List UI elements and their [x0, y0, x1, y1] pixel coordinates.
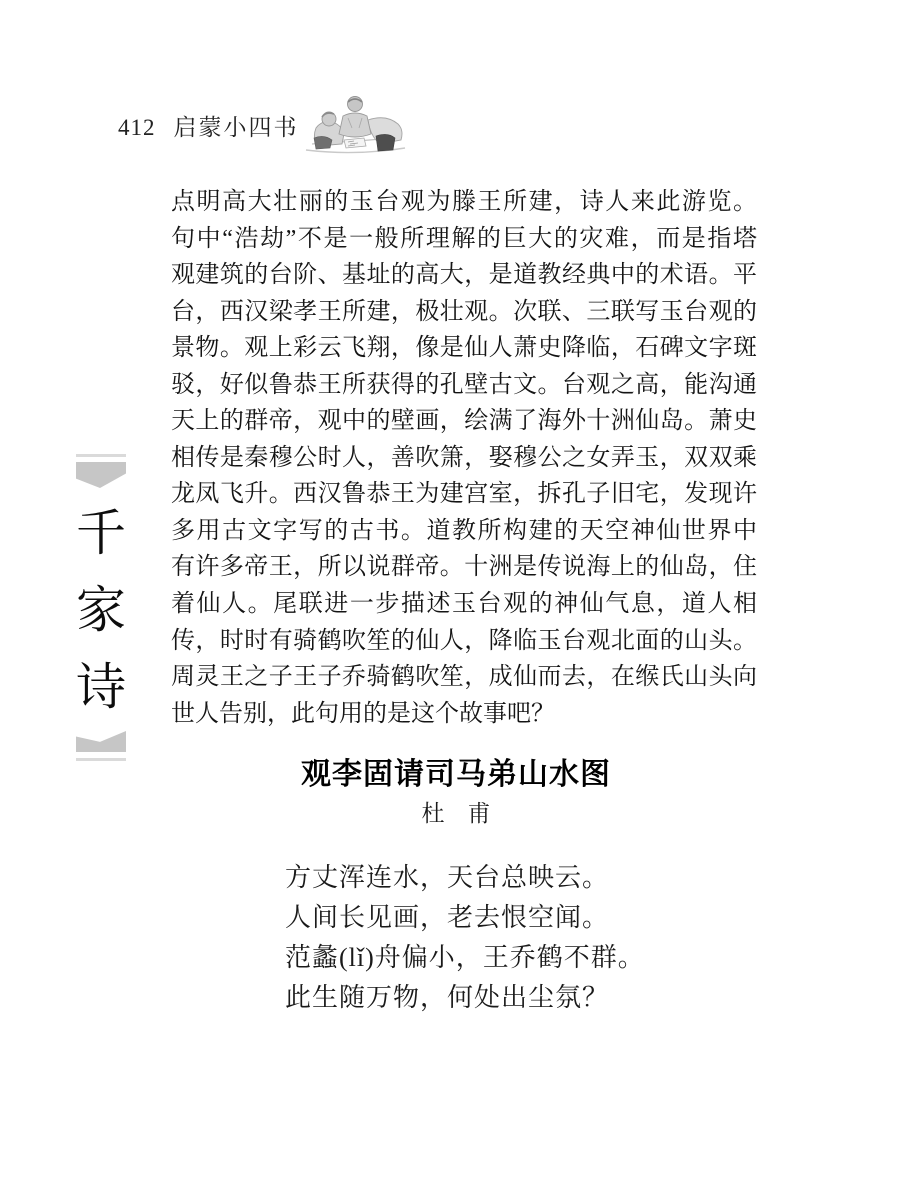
commentary-line: 句中“浩劫”不是一般所理解的巨大的灾难，而是指塔: [171, 225, 757, 252]
series-title-char-3: 诗: [76, 659, 126, 715]
commentary-line: 传，时时有骑鹤吹笙的仙人，降临玉台观北面的山头。: [171, 627, 757, 654]
children-studying-illustration: [298, 94, 413, 158]
poem-line: 人间长见画，老去恨空闻。: [285, 903, 610, 932]
poem-line: 此生随万物，何处出尘氛？: [285, 983, 610, 1012]
series-title-char-2: 家: [76, 582, 126, 638]
page-header: [118, 114, 299, 142]
poem-title: 观李固请司马弟山水图: [301, 758, 611, 791]
sidebar-top-rule: [76, 454, 126, 457]
commentary-line: 世人告别，此句用的是这个故事吧？: [171, 700, 555, 727]
commentary-line: 相传是秦穆公时人，善吹箫，娶穆公之女弄玉，双双乘: [171, 444, 757, 471]
commentary-line: 多用古文字写的古书。道教所构建的天空神仙世界中: [171, 517, 757, 544]
poem-line: 范蠡(lǐ)舟偏小，王乔鹤不群。: [285, 943, 645, 972]
book-title: 启蒙小四书: [173, 115, 299, 140]
page-number: 412: [118, 115, 156, 140]
commentary-line: 驳，好似鲁恭王所获得的孔壁古文。台观之高，能沟通: [171, 371, 757, 398]
poem-line: 方丈浑连水，天台总映云。: [285, 863, 610, 892]
commentary-line: 龙凤飞升。西汉鲁恭王为建宫室，拆孔子旧宅，发现许: [171, 481, 757, 508]
sidebar-bottom-ribbon: [76, 731, 126, 752]
commentary-line: 景物。观上彩云飞翔，像是仙人萧史降临，石碑文字斑: [171, 335, 757, 362]
sidebar-top-ribbon: [76, 462, 126, 488]
commentary-text: [171, 184, 757, 732]
poem-body: [285, 858, 645, 1018]
commentary-line: 台，西汉梁孝王所建，极壮观。次联、三联写玉台观的: [171, 298, 757, 325]
commentary-line: 天上的群帝，观中的壁画，绘满了海外十洲仙岛。萧史: [171, 408, 757, 435]
poem-author: 杜 甫: [421, 801, 491, 826]
series-title-char-1: 千: [76, 505, 126, 561]
commentary-line: 着仙人。尾联进一步描述玉台观的神仙气息，道人相: [171, 591, 757, 618]
commentary-line: 点明高大壮丽的玉台观为滕王所建，诗人来此游览。: [171, 189, 757, 215]
series-sidebar: [76, 454, 126, 761]
commentary-line: 周灵王之子王子乔骑鹤吹笙，成仙而去，在缑氏山头向: [171, 664, 757, 691]
sidebar-bottom-rule: [76, 758, 126, 761]
commentary-line: 观建筑的台阶、基址的高大，是道教经典中的术语。平: [171, 262, 757, 289]
commentary-line: 有许多帝王，所以说群帝。十洲是传说海上的仙岛，住: [171, 554, 757, 581]
